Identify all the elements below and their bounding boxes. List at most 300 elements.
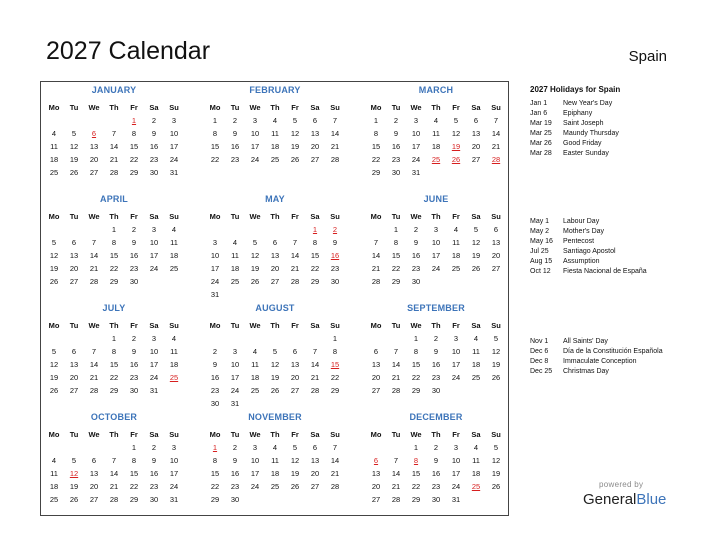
weekday-label: Th xyxy=(109,430,119,439)
weekday-label: We xyxy=(249,430,261,439)
day-cell: 2 xyxy=(131,334,137,343)
day-cell: 13 xyxy=(310,456,320,465)
day-cell: 20 xyxy=(471,142,481,151)
weekday-label: Fr xyxy=(291,321,299,330)
day-cell: 5 xyxy=(252,238,258,247)
day-cell: 21 xyxy=(310,373,320,382)
day-cell: 22 xyxy=(210,155,220,164)
weekday-label: Tu xyxy=(230,103,240,112)
day-cell: 31 xyxy=(169,168,179,177)
day-cell: 22 xyxy=(391,264,401,273)
holiday-day-cell: 25 xyxy=(471,482,481,491)
day-cell: 7 xyxy=(292,238,298,247)
holiday-date: Dec 6 xyxy=(530,348,549,355)
day-cell: 1 xyxy=(212,116,218,125)
day-cell: 3 xyxy=(453,334,459,343)
weekday-label: Th xyxy=(270,212,280,221)
day-cell: 20 xyxy=(310,142,320,151)
day-cell: 16 xyxy=(230,142,240,151)
month-name: FEBRUARY xyxy=(249,85,301,95)
day-cell: 4 xyxy=(232,238,238,247)
day-cell: 30 xyxy=(129,277,139,286)
day-cell: 11 xyxy=(472,347,480,356)
day-cell: 28 xyxy=(391,386,401,395)
day-cell: 20 xyxy=(89,482,99,491)
holiday-name: Assumption xyxy=(563,258,600,265)
holiday-name: New Year's Day xyxy=(563,100,613,107)
day-cell: 12 xyxy=(270,360,280,369)
empty-cell xyxy=(44,441,64,454)
weekday-label: Su xyxy=(330,103,340,112)
day-cell: 25 xyxy=(471,373,481,382)
day-cell: 10 xyxy=(431,238,441,247)
holiday-date: Oct 12 xyxy=(530,268,551,275)
day-cell: 3 xyxy=(171,116,177,125)
month-name: NOVEMBER xyxy=(248,412,302,422)
day-cell: 23 xyxy=(391,155,401,164)
day-cell: 13 xyxy=(290,360,300,369)
day-cell: 6 xyxy=(312,443,318,452)
holiday-name: Immaculate Conception xyxy=(563,358,637,365)
weekday-label: Su xyxy=(491,430,501,439)
day-cell: 18 xyxy=(471,469,481,478)
day-cell: 21 xyxy=(330,142,340,151)
weekday-label: Mo xyxy=(370,321,382,330)
day-cell: 8 xyxy=(212,456,218,465)
day-cell: 16 xyxy=(149,142,159,151)
day-cell: 17 xyxy=(149,360,159,369)
day-cell: 1 xyxy=(393,225,399,234)
day-cell: 28 xyxy=(109,495,119,504)
weekday-label: Sa xyxy=(149,430,159,439)
day-cell: 4 xyxy=(453,225,459,234)
day-cell: 23 xyxy=(330,264,340,273)
day-cell: 28 xyxy=(371,277,381,286)
empty-cell xyxy=(44,223,64,236)
day-cell: 27 xyxy=(89,168,99,177)
holiday-row xyxy=(530,129,705,139)
day-cell: 10 xyxy=(169,129,179,138)
day-cell: 18 xyxy=(431,142,441,151)
weekday-label: Tu xyxy=(391,430,401,439)
holiday-row xyxy=(530,367,705,377)
day-grid xyxy=(366,114,506,179)
weekday-label: Sa xyxy=(149,321,159,330)
day-cell: 18 xyxy=(471,360,481,369)
day-cell: 31 xyxy=(169,495,179,504)
day-cell: 25 xyxy=(270,155,280,164)
day-cell: 16 xyxy=(129,251,139,260)
month-name: MAY xyxy=(265,194,285,204)
day-cell: 8 xyxy=(212,129,218,138)
day-cell: 10 xyxy=(169,456,179,465)
weekday-label: Mo xyxy=(209,103,221,112)
weekday-label: Sa xyxy=(310,103,320,112)
day-cell: 5 xyxy=(71,456,77,465)
day-cell: 3 xyxy=(413,116,419,125)
day-cell: 23 xyxy=(149,155,159,164)
day-cell: 26 xyxy=(491,373,501,382)
day-cell: 31 xyxy=(149,386,159,395)
day-cell: 15 xyxy=(210,469,220,478)
holiday-row xyxy=(530,139,705,149)
day-cell: 23 xyxy=(210,386,220,395)
month-october xyxy=(44,411,184,506)
empty-cell xyxy=(64,114,84,127)
day-cell: 20 xyxy=(270,264,280,273)
day-cell: 26 xyxy=(69,495,79,504)
day-cell: 28 xyxy=(89,277,99,286)
holiday-row xyxy=(530,149,705,159)
weekday-header xyxy=(366,428,506,441)
day-cell: 27 xyxy=(290,386,300,395)
weekday-label: Th xyxy=(109,103,119,112)
holiday-name: Epiphany xyxy=(563,110,593,117)
day-cell: 18 xyxy=(49,155,59,164)
day-cell: 10 xyxy=(149,238,159,247)
weekday-label: Fr xyxy=(130,321,138,330)
month-name: MARCH xyxy=(418,85,454,95)
day-cell: 3 xyxy=(212,238,218,247)
day-cell: 3 xyxy=(232,347,238,356)
day-cell: 19 xyxy=(69,155,79,164)
day-cell: 28 xyxy=(89,386,99,395)
holiday-day-cell: 1 xyxy=(131,116,137,125)
weekday-label: Fr xyxy=(130,430,138,439)
day-cell: 25 xyxy=(49,168,59,177)
day-grid xyxy=(366,441,506,506)
day-cell: 16 xyxy=(391,142,401,151)
day-cell: 19 xyxy=(49,264,59,273)
month-name: JANUARY xyxy=(91,85,137,95)
day-cell: 30 xyxy=(210,399,220,408)
day-cell: 24 xyxy=(250,155,260,164)
weekday-label: Fr xyxy=(130,103,138,112)
day-cell: 29 xyxy=(210,495,220,504)
day-cell: 20 xyxy=(371,482,381,491)
day-cell: 28 xyxy=(330,482,340,491)
day-grid xyxy=(205,441,345,506)
day-cell: 21 xyxy=(290,264,300,273)
weekday-label: Th xyxy=(431,103,441,112)
day-cell: 7 xyxy=(91,347,97,356)
weekday-label: Sa xyxy=(471,103,481,112)
day-cell: 14 xyxy=(330,456,340,465)
month-name: APRIL xyxy=(100,194,128,204)
weekday-label: We xyxy=(88,430,100,439)
holiday-name: Día de la Constitución Española xyxy=(563,348,663,355)
day-cell: 29 xyxy=(330,386,340,395)
weekday-label: We xyxy=(410,430,422,439)
day-cell: 26 xyxy=(290,155,300,164)
day-cell: 11 xyxy=(271,456,279,465)
day-cell: 11 xyxy=(231,251,239,260)
day-cell: 24 xyxy=(169,482,179,491)
day-cell: 1 xyxy=(131,443,137,452)
weekday-label: Tu xyxy=(69,212,79,221)
day-cell: 29 xyxy=(411,386,421,395)
day-cell: 7 xyxy=(111,456,117,465)
day-cell: 14 xyxy=(89,251,99,260)
day-cell: 31 xyxy=(411,168,421,177)
day-cell: 3 xyxy=(252,116,258,125)
weekday-label: Mo xyxy=(48,430,60,439)
holiday-day-cell: 19 xyxy=(451,142,461,151)
empty-cell xyxy=(104,114,124,127)
day-cell: 27 xyxy=(270,277,280,286)
day-cell: 10 xyxy=(411,129,421,138)
day-cell: 2 xyxy=(151,116,157,125)
weekday-header xyxy=(44,428,184,441)
day-cell: 14 xyxy=(391,469,401,478)
day-cell: 13 xyxy=(471,129,481,138)
day-cell: 26 xyxy=(491,482,501,491)
holiday-date: Mar 28 xyxy=(530,150,552,157)
day-cell: 7 xyxy=(393,456,399,465)
day-cell: 23 xyxy=(129,264,139,273)
day-cell: 26 xyxy=(471,264,481,273)
day-grid xyxy=(44,441,184,506)
day-cell: 15 xyxy=(411,469,421,478)
day-cell: 14 xyxy=(391,360,401,369)
holiday-name: Fiesta Nacional de España xyxy=(563,268,647,275)
day-cell: 7 xyxy=(312,347,318,356)
empty-cell xyxy=(205,223,225,236)
day-cell: 17 xyxy=(210,264,220,273)
day-cell: 14 xyxy=(310,360,320,369)
month-march xyxy=(366,84,506,179)
holiday-group xyxy=(530,337,705,377)
day-cell: 9 xyxy=(212,360,218,369)
day-cell: 22 xyxy=(109,373,119,382)
day-cell: 30 xyxy=(129,386,139,395)
day-cell: 27 xyxy=(310,482,320,491)
day-cell: 13 xyxy=(89,142,99,151)
holiday-name: Maundy Thursday xyxy=(563,130,619,137)
weekday-label: Th xyxy=(109,212,119,221)
day-cell: 5 xyxy=(51,238,57,247)
empty-cell xyxy=(64,332,84,345)
page-title: 2027 Calendar xyxy=(46,37,211,65)
weekday-label: Tu xyxy=(391,212,401,221)
day-cell: 3 xyxy=(151,334,157,343)
day-cell: 16 xyxy=(431,469,441,478)
day-cell: 6 xyxy=(473,116,479,125)
month-name: AUGUST xyxy=(255,303,295,313)
day-cell: 21 xyxy=(330,469,340,478)
day-cell: 17 xyxy=(451,360,461,369)
day-cell: 26 xyxy=(49,277,59,286)
weekday-label: Su xyxy=(169,321,179,330)
empty-cell xyxy=(366,223,386,236)
day-cell: 30 xyxy=(149,495,159,504)
day-cell: 23 xyxy=(230,155,240,164)
day-cell: 19 xyxy=(270,373,280,382)
day-cell: 9 xyxy=(413,238,419,247)
day-cell: 12 xyxy=(49,251,59,260)
day-cell: 25 xyxy=(250,386,260,395)
weekday-label: Mo xyxy=(209,212,221,221)
weekday-label: Mo xyxy=(209,321,221,330)
empty-cell xyxy=(64,441,84,454)
weekday-header xyxy=(366,319,506,332)
day-cell: 31 xyxy=(230,399,240,408)
day-cell: 24 xyxy=(451,482,461,491)
day-cell: 11 xyxy=(432,129,440,138)
day-cell: 20 xyxy=(89,155,99,164)
month-june xyxy=(366,193,506,288)
empty-cell xyxy=(366,441,386,454)
weekday-label: We xyxy=(88,321,100,330)
day-cell: 9 xyxy=(131,347,137,356)
weekday-label: Su xyxy=(491,212,501,221)
weekday-label: Tu xyxy=(391,321,401,330)
day-cell: 5 xyxy=(71,129,77,138)
day-cell: 12 xyxy=(290,129,300,138)
month-september xyxy=(366,302,506,397)
day-cell: 6 xyxy=(71,347,77,356)
holiday-row xyxy=(530,337,705,347)
day-cell: 5 xyxy=(493,334,499,343)
holiday-date: May 1 xyxy=(530,218,550,225)
day-cell: 26 xyxy=(250,277,260,286)
day-cell: 19 xyxy=(491,469,501,478)
holiday-date: Aug 15 xyxy=(530,258,553,265)
day-cell: 2 xyxy=(232,443,238,452)
day-cell: 21 xyxy=(89,373,99,382)
weekday-header xyxy=(44,210,184,223)
day-cell: 17 xyxy=(451,469,461,478)
weekday-label: Su xyxy=(169,430,179,439)
generalblue-logo[interactable] xyxy=(583,491,666,509)
holiday-name: Mother's Day xyxy=(563,228,605,235)
day-cell: 11 xyxy=(251,360,259,369)
day-cell: 27 xyxy=(69,277,79,286)
day-cell: 18 xyxy=(230,264,240,273)
day-cell: 29 xyxy=(391,277,401,286)
holiday-date: Jan 6 xyxy=(530,110,548,117)
day-cell: 1 xyxy=(111,334,117,343)
holiday-date: Jul 25 xyxy=(530,248,549,255)
weekday-label: Th xyxy=(270,321,280,330)
day-cell: 8 xyxy=(111,347,117,356)
day-cell: 14 xyxy=(290,251,300,260)
weekday-label: Sa xyxy=(471,212,481,221)
day-cell: 20 xyxy=(290,373,300,382)
day-cell: 28 xyxy=(391,495,401,504)
empty-cell xyxy=(44,114,64,127)
holiday-day-cell: 1 xyxy=(212,443,218,452)
day-cell: 6 xyxy=(71,238,77,247)
holiday-day-cell: 12 xyxy=(69,469,79,478)
day-grid xyxy=(205,332,345,410)
weekday-label: We xyxy=(249,103,261,112)
day-cell: 25 xyxy=(230,277,240,286)
day-cell: 27 xyxy=(371,386,381,395)
day-cell: 11 xyxy=(271,129,279,138)
empty-cell xyxy=(64,223,84,236)
day-cell: 17 xyxy=(230,373,240,382)
empty-cell xyxy=(265,223,285,236)
day-cell: 24 xyxy=(230,386,240,395)
weekday-label: Mo xyxy=(370,430,382,439)
day-cell: 11 xyxy=(472,456,480,465)
day-cell: 3 xyxy=(252,443,258,452)
day-cell: 15 xyxy=(411,360,421,369)
weekday-label: Fr xyxy=(452,212,460,221)
powered-by-label: powered by xyxy=(599,480,644,489)
holiday-row xyxy=(530,99,705,109)
weekday-label: Sa xyxy=(471,321,481,330)
day-cell: 22 xyxy=(411,482,421,491)
day-cell: 20 xyxy=(310,469,320,478)
country-label: Spain xyxy=(628,48,667,65)
day-cell: 1 xyxy=(332,334,338,343)
day-cell: 5 xyxy=(493,443,499,452)
day-cell: 10 xyxy=(149,347,159,356)
day-cell: 14 xyxy=(491,129,501,138)
day-cell: 2 xyxy=(433,443,439,452)
day-cell: 5 xyxy=(473,225,479,234)
day-cell: 18 xyxy=(451,251,461,260)
day-cell: 19 xyxy=(69,482,79,491)
day-cell: 13 xyxy=(69,251,79,260)
weekday-label: We xyxy=(249,321,261,330)
day-cell: 5 xyxy=(292,443,298,452)
weekday-label: Su xyxy=(330,430,340,439)
day-cell: 21 xyxy=(89,264,99,273)
day-grid xyxy=(44,114,184,179)
day-cell: 15 xyxy=(129,142,139,151)
day-cell: 8 xyxy=(393,238,399,247)
day-cell: 12 xyxy=(471,238,481,247)
weekday-label: Mo xyxy=(209,430,221,439)
empty-cell xyxy=(84,332,104,345)
weekday-label: Tu xyxy=(230,212,240,221)
day-cell: 21 xyxy=(391,373,401,382)
day-cell: 16 xyxy=(230,469,240,478)
day-cell: 13 xyxy=(89,469,99,478)
day-cell: 12 xyxy=(491,456,501,465)
holiday-row xyxy=(530,357,705,367)
holiday-day-cell: 16 xyxy=(330,251,340,260)
day-cell: 29 xyxy=(109,277,119,286)
day-cell: 16 xyxy=(431,360,441,369)
day-cell: 4 xyxy=(272,116,278,125)
day-cell: 2 xyxy=(131,225,137,234)
holiday-row xyxy=(530,227,705,237)
day-cell: 1 xyxy=(413,334,419,343)
empty-cell xyxy=(285,223,305,236)
day-cell: 4 xyxy=(51,456,57,465)
day-cell: 15 xyxy=(109,251,119,260)
day-cell: 13 xyxy=(69,360,79,369)
day-cell: 25 xyxy=(451,264,461,273)
day-cell: 2 xyxy=(212,347,218,356)
day-cell: 16 xyxy=(210,373,220,382)
holiday-row xyxy=(530,237,705,247)
day-cell: 3 xyxy=(171,443,177,452)
holidays-title: 2027 Holidays for Spain xyxy=(530,85,621,94)
weekday-label: Su xyxy=(169,212,179,221)
day-cell: 9 xyxy=(131,238,137,247)
day-cell: 29 xyxy=(109,386,119,395)
day-cell: 30 xyxy=(431,386,441,395)
day-cell: 23 xyxy=(431,482,441,491)
weekday-label: We xyxy=(249,212,261,221)
day-cell: 10 xyxy=(230,360,240,369)
day-cell: 13 xyxy=(310,129,320,138)
